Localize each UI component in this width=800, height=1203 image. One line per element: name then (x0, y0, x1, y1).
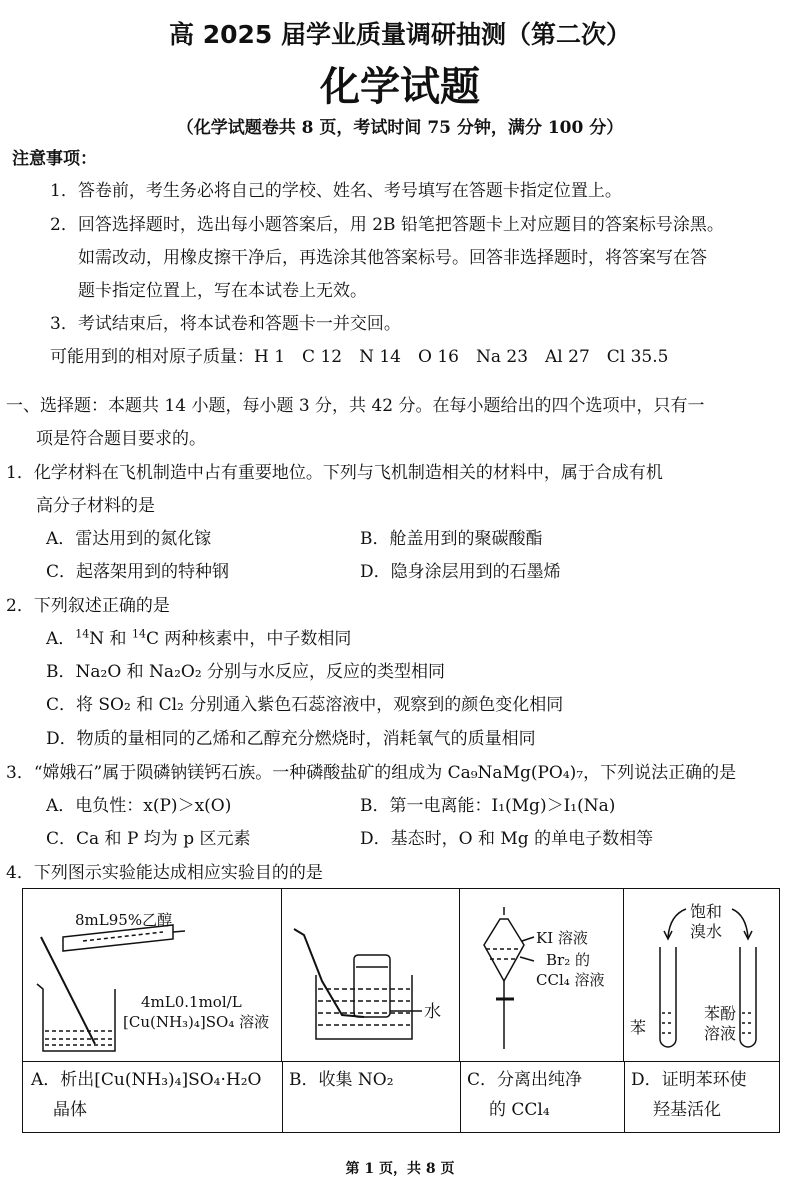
exam-info: （化学试题卷共 8 页，考试时间 75 分钟，满分 100 分） (176, 118, 624, 138)
label-saturated: 饱和 (690, 902, 723, 921)
label-ccl4: CCl₄ 溶液 (536, 971, 605, 989)
fig-d (624, 889, 779, 1061)
label-ethanol: 8mL95%乙醇 (75, 911, 173, 929)
notice-item-2-cont: 如需改动，用橡皮擦干净后，再选涂其他答案标号。回答非选择题时，将答案写在答 (78, 248, 707, 268)
label-ki: KI 溶液 (536, 929, 588, 947)
label-br2: Br₂ 的 (546, 951, 590, 969)
label-phenol: 苯酚 (704, 1004, 737, 1023)
label-benzene: 苯 (630, 1018, 647, 1037)
q3-option-c: C．Ca 和 P 均为 p 区元素 (46, 829, 251, 849)
q3-option-d: D．基态时，O 和 Mg 的单电子数相等 (360, 829, 654, 849)
fig-c (460, 889, 624, 1061)
notice-heading: 注意事项： (12, 149, 97, 169)
q1-option-a: A．雷达用到的氮化镓 (46, 529, 212, 549)
label-phenol-solution: 溶液 (704, 1024, 737, 1043)
q1-stem-cont: 高分子材料的是 (36, 496, 155, 516)
label-water: 水 (424, 1002, 441, 1022)
label-solution-name: [Cu(NH₃)₄]SO₄ 溶液 (123, 1013, 270, 1031)
page-footer: 第 1 页，共 8 页 (345, 1161, 455, 1177)
fig-b (282, 889, 460, 1061)
q2-option-c: C．将 SO₂ 和 Cl₂ 分别通入紫色石蕊溶液中，观察到的颜色变化相同 (46, 695, 564, 715)
label-bromine-water: 溴水 (690, 922, 723, 941)
caption-b: B．收集 NO₂ (289, 1070, 394, 1090)
exam-title: 高 2025 届学业质量调研抽测（第二次） (169, 20, 631, 49)
section-heading-cont: 项是符合题目要求的。 (36, 429, 206, 449)
caption-d: D．证明苯环使 羟基活化 (631, 1070, 747, 1120)
q2-stem: 2．下列叙述正确的是 (6, 596, 170, 616)
fig-a (23, 889, 282, 1061)
section-heading: 一、选择题：本题共 14 小题，每小题 3 分，共 42 分。在每小题给出的四个选项中，只有一 (6, 396, 705, 416)
q2-option-a: A．$^{14}$N 和 $^{14}$C 两种核素中，中子数相同 (46, 627, 352, 649)
notice-item-2-cont2: 题卡指定位置上，写在本试卷上无效。 (78, 281, 367, 301)
caption-divider (282, 1061, 283, 1132)
gas-collection-icon (282, 889, 458, 1059)
q4-figure-table (22, 888, 780, 1133)
q3-option-b: B．第一电离能：I₁(Mg)＞I₁(Na) (360, 796, 616, 816)
q1-option-d: D．隐身涂层用到的石墨烯 (360, 562, 561, 582)
caption-divider (624, 1061, 625, 1132)
q2-option-b: B．Na₂O 和 Na₂O₂ 分别与水反应，反应的类型相同 (46, 662, 446, 682)
table-divider (23, 1061, 779, 1062)
notice-item-1: 1．答卷前，考生务必将自己的学校、姓名、考号填写在答题卡指定位置上。 (50, 181, 622, 201)
atomic-masses: 可能用到的相对原子质量：H 1 C 12 N 14 O 16 Na 23 Al 27 Cl 35.5 (50, 347, 669, 367)
q2-option-d: D．物质的量相同的乙烯和乙醇充分燃烧时，消耗氧气的质量相同 (46, 729, 536, 749)
q3-option-a: A．电负性：x(P)＞x(O) (46, 796, 232, 816)
label-solution-conc: 4mL0.1mol/L (141, 993, 242, 1011)
subject-title: 化学试题 (320, 64, 480, 110)
caption-c: C．分离出纯净 的 CCl₄ (467, 1070, 583, 1120)
notice-item-3: 3．考试结束后，将本试卷和答题卡一并交回。 (50, 314, 401, 334)
q4-stem: 4．下列图示实验能达成相应实验目的的是 (6, 863, 323, 883)
q1-option-b: B．舱盖用到的聚碳酸酯 (360, 529, 543, 549)
notice-item-2: 2．回答选择题时，选出每小题答案后，用 2B 铅笔把答题卡上对应题目的答案标号涂黑。 (50, 215, 724, 235)
caption-divider (460, 1061, 461, 1132)
q1-option-c: C．起落架用到的特种钢 (46, 562, 230, 582)
caption-a: A．析出[Cu(NH₃)₄]SO₄·H₂O 晶体 (31, 1070, 262, 1120)
q1-stem: 1．化学材料在飞机制造中占有重要地位。下列与飞机制造相关的材料中，属于合成有机 (6, 463, 663, 483)
q3-stem: 3．“嫦娥石”属于陨磷钠镁钙石族。一种磷酸盐矿的组成为 Ca₉NaMg(PO₄)₇，下列说法正确的是 (6, 763, 737, 783)
